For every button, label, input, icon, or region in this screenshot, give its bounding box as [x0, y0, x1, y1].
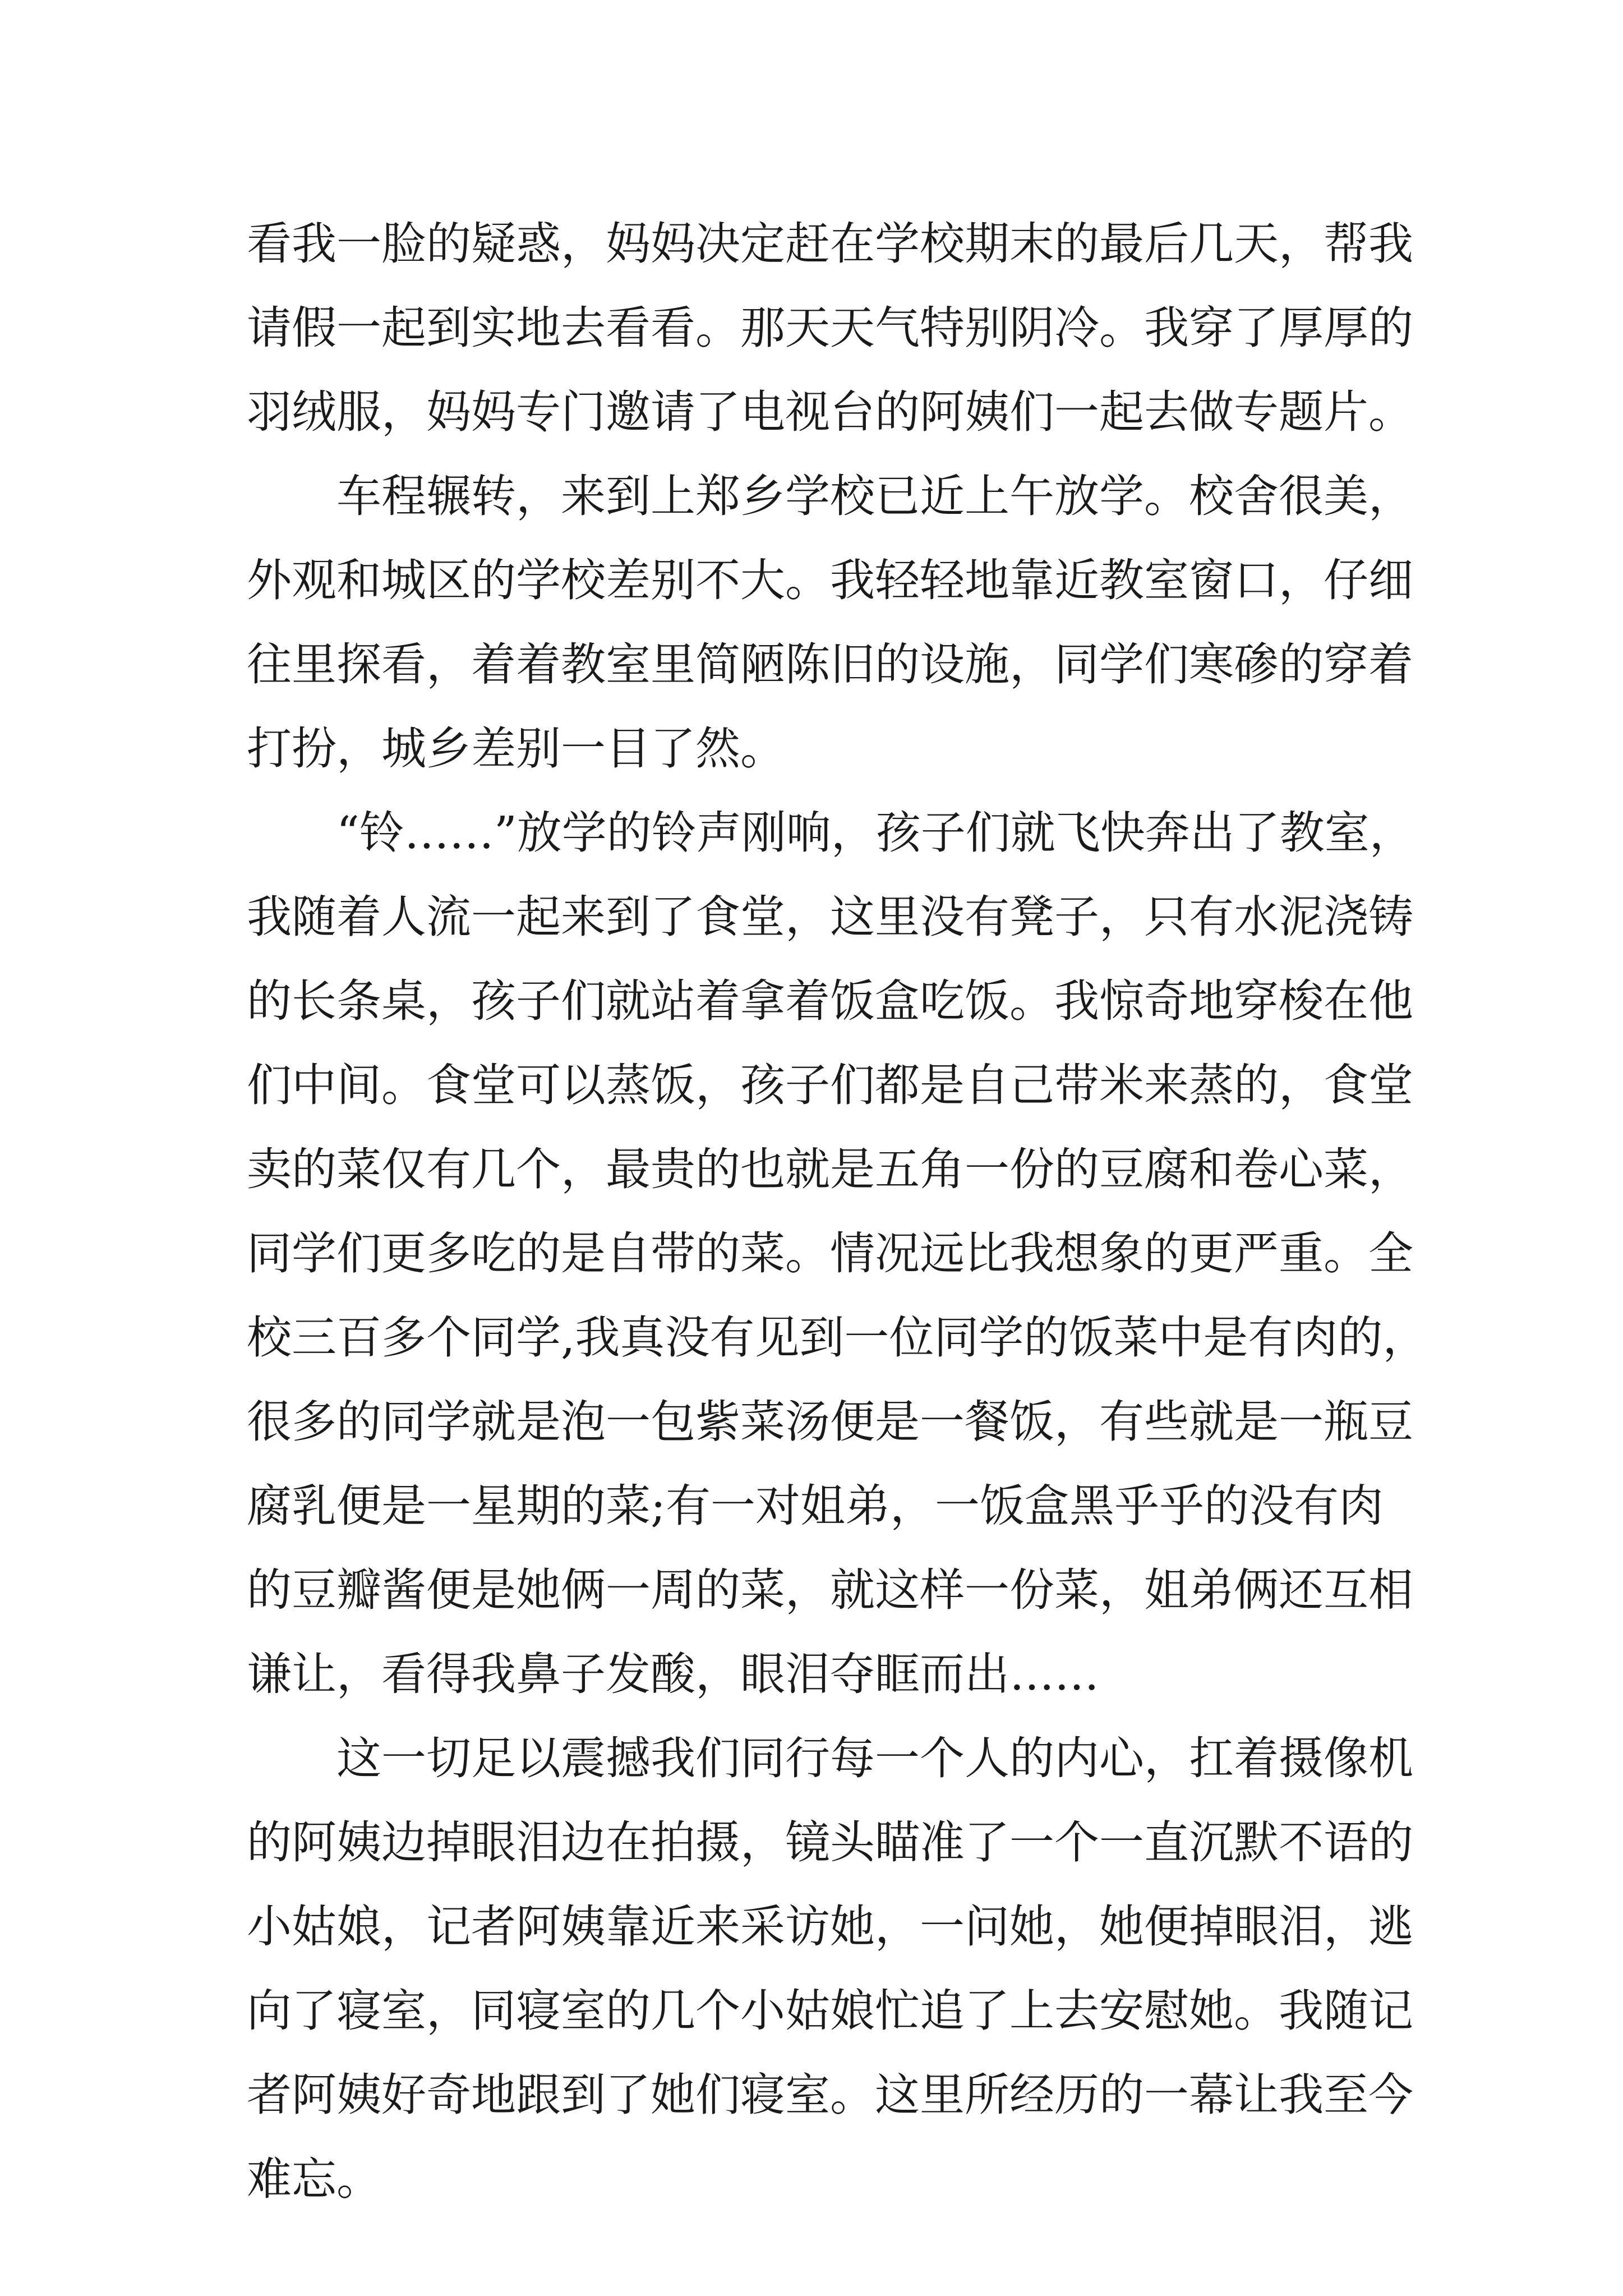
- text-line: 的豆瓣酱便是她俩一周的菜，就这样一份菜，姐弟俩还互相: [247, 1564, 1413, 1616]
- text-line: 者阿姨好奇地跟到了她们寝室。这里所经历的一幕让我至今: [247, 2069, 1413, 2121]
- text-line: 看我一脸的疑惑，妈妈决定赶在学校期末的最后几天，帮我: [247, 218, 1413, 270]
- text-line: 腐乳便是一星期的菜;有一对姐弟，一饭盒黑乎乎的没有肉: [247, 1480, 1384, 1532]
- text-line: 卖的菜仅有几个，最贵的也就是五角一份的豆腐和卷心菜，: [247, 1143, 1413, 1195]
- text-line: 难忘。: [247, 2153, 381, 2205]
- text-line: 羽绒服，妈妈专门邀请了电视台的阿姨们一起去做专题片。: [247, 386, 1413, 438]
- text-line: 很多的同学就是泡一包紫菜汤便是一餐饭，有些就是一瓶豆: [247, 1396, 1413, 1448]
- text-line: 的阿姨边掉眼泪边在拍摄，镜头瞄准了一个一直沉默不语的: [247, 1816, 1413, 1869]
- text-line: 请假一起到实地去看看。那天天气特别阴冷。我穿了厚厚的: [247, 302, 1413, 354]
- text-line: 外观和城区的学校差别不大。我轻轻地靠近教室窗口，仔细: [247, 554, 1413, 606]
- text-line: “铃……”放学的铃声刚响，孩子们就飞快奔出了教室，: [336, 807, 1414, 859]
- text-line: 的长条桌，孩子们就站着拿着饭盒吃饭。我惊奇地穿梭在他: [247, 975, 1413, 1027]
- text-line: 谦让，看得我鼻子发酸，眼泪夺眶而出……: [247, 1648, 1099, 1700]
- text-line: 往里探看，着着教室里简陋陈旧的设施，同学们寒碜的穿着: [247, 638, 1413, 691]
- text-line: 打扮，城乡差别一目了然。: [247, 723, 785, 775]
- text-line: 校三百多个同学,我真没有见到一位同学的饭菜中是有肉的，: [247, 1312, 1428, 1364]
- text-line: 同学们更多吃的是自带的菜。情况远比我想象的更严重。全: [247, 1227, 1413, 1280]
- text-line: 向了寝室，同寝室的几个小姑娘忙追了上去安慰她。我随记: [247, 1985, 1413, 2037]
- text-line: 车程辗转，来到上郑乡学校已近上午放学。校舍很美，: [336, 470, 1413, 522]
- text-line: 这一切足以震撼我们同行每一个人的内心，扛着摄像机: [336, 1732, 1413, 1784]
- text-line: 我随着人流一起来到了食堂，这里没有凳子，只有水泥浇铸: [247, 891, 1413, 943]
- text-line: 们中间。食堂可以蒸饭，孩子们都是自己带米来蒸的，食堂: [247, 1059, 1413, 1111]
- text-line: 小姑娘，记者阿姨靠近来采访她，一问她，她便掉眼泪，逃: [247, 1901, 1413, 1953]
